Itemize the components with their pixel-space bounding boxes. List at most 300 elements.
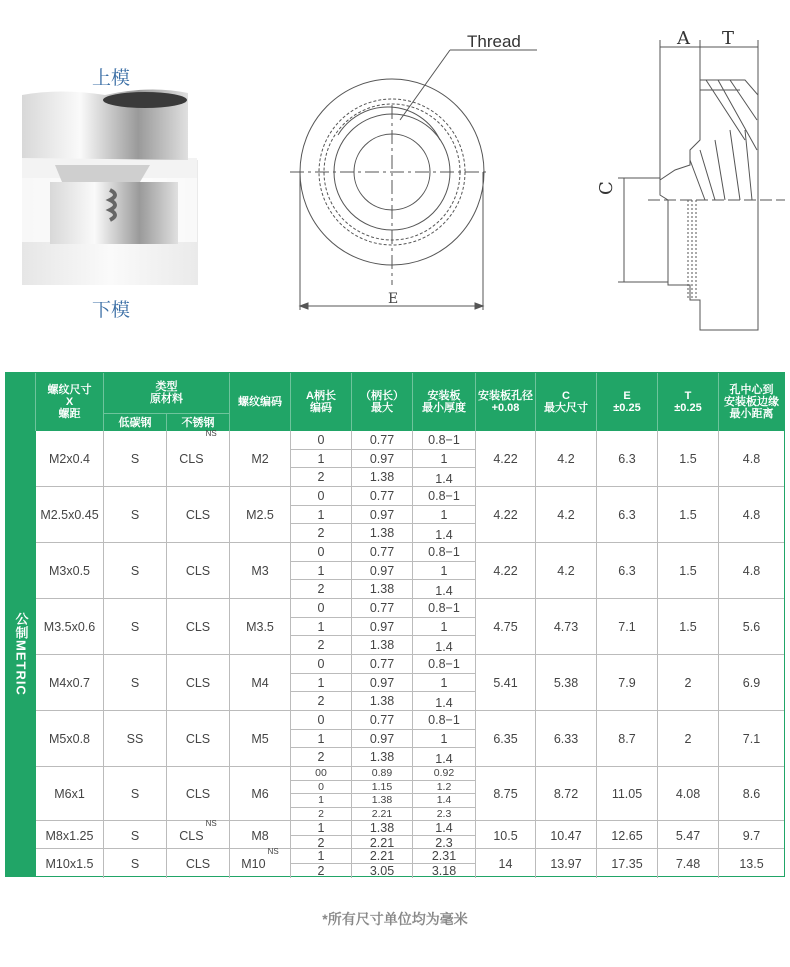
- shank-max: 0.97: [352, 618, 413, 636]
- thread-code-text: M5: [251, 731, 269, 746]
- e-value: [597, 543, 658, 598]
- min-edge-distance: [719, 487, 784, 542]
- c-max-text: 6.33: [553, 731, 579, 746]
- min-edge-distance-text: 9.7: [742, 828, 761, 843]
- t-value-text: 5.47: [675, 828, 701, 843]
- e-value-text: 6.3: [618, 563, 636, 578]
- hole-diameter: [476, 655, 536, 710]
- hole-diameter-text: 4.22: [493, 563, 518, 578]
- shank-option-row: [291, 821, 475, 836]
- low-carbon-type-text: S: [130, 507, 140, 522]
- stainless-type-text: CLS: [185, 563, 211, 578]
- e-value: [597, 431, 658, 486]
- a-code: 2: [291, 864, 352, 878]
- hole-diameter-text: 5.41: [493, 675, 518, 690]
- stainless-type-text: CLS: [185, 619, 211, 634]
- low-carbon-type-text: SS: [126, 731, 144, 746]
- header-min-distance: 孔中心到 安装板边缘 最小距离: [724, 384, 779, 420]
- t-value-text: 1.5: [679, 563, 697, 578]
- thread-code: [230, 487, 291, 542]
- table-row: [36, 599, 784, 655]
- shank-max: 0.97: [352, 562, 413, 580]
- e-value-text: 6.3: [618, 451, 636, 466]
- shank-max: 0.77: [352, 543, 413, 561]
- c-max-text: 5.38: [553, 675, 579, 690]
- t-value: [658, 487, 719, 542]
- t-value-text: 1.5: [679, 619, 697, 634]
- min-thickness: 0.8−1: [428, 544, 460, 559]
- stainless-type-text: CLS: [185, 731, 211, 746]
- thread-code-text: M8: [251, 828, 269, 843]
- min-edge-distance-text: 4.8: [742, 507, 761, 522]
- thread-code-superscript: NS: [267, 847, 279, 856]
- hole-diameter: [476, 431, 536, 486]
- shank-option-row: [291, 730, 475, 749]
- min-thickness: 2.3: [435, 836, 453, 850]
- shank-option-row: [291, 692, 475, 710]
- low-carbon-type-text: S: [130, 786, 140, 801]
- shank-option-row: [291, 450, 475, 469]
- thread-size: [36, 711, 104, 766]
- e-value: [597, 711, 658, 766]
- t-value: [658, 543, 719, 598]
- hole-diameter: [476, 767, 536, 820]
- min-thickness: 1.4: [435, 528, 453, 543]
- low-carbon-type-text: S: [130, 563, 140, 578]
- thread-code: [230, 543, 291, 598]
- dim-t-label: T: [722, 28, 735, 49]
- low-carbon-type: [104, 599, 167, 654]
- min-thickness: 1: [440, 675, 448, 690]
- table-row: [36, 767, 784, 821]
- min-edge-distance: [719, 599, 784, 654]
- min-thickness: 0.92: [433, 767, 455, 780]
- e-value: [597, 487, 658, 542]
- c-max: [536, 711, 597, 766]
- header-min-thickness: 安装板 最小厚度: [413, 373, 476, 431]
- shank-option-row: [291, 767, 475, 781]
- hole-diameter-text: 8.75: [493, 786, 518, 801]
- thread-size-text: M5x0.8: [49, 731, 90, 746]
- a-code: 2: [291, 636, 352, 654]
- shank-max: 0.77: [352, 431, 413, 449]
- shank-option-row: [291, 808, 475, 821]
- thread-code-text: M2: [251, 451, 269, 466]
- t-value: [658, 767, 719, 820]
- stainless-type: [167, 711, 230, 766]
- hole-diameter-text: 6.35: [493, 731, 518, 746]
- a-code: 1: [291, 794, 352, 807]
- min-edge-distance-text: 5.6: [742, 619, 761, 634]
- low-carbon-type-text: S: [130, 675, 140, 690]
- t-value-text: 2: [684, 675, 692, 690]
- shank-option-row: [291, 543, 475, 562]
- c-max-text: 4.2: [557, 451, 575, 466]
- thread-size-text: M2x0.4: [49, 451, 90, 466]
- press-die-photo: [22, 89, 198, 285]
- min-thickness: 1.4: [436, 794, 452, 807]
- min-edge-distance: [719, 431, 784, 486]
- thread-size-text: M2.5x0.45: [40, 507, 99, 522]
- thread-code: [230, 711, 291, 766]
- side-view-drawing: [618, 40, 785, 330]
- thread-size: [36, 821, 104, 850]
- shank-max: 0.97: [352, 674, 413, 692]
- table-row: [36, 655, 784, 711]
- stainless-type-text: CLS: [185, 507, 211, 522]
- shank-options: [291, 655, 476, 710]
- c-max: [536, 849, 597, 878]
- shank-max: 2.21: [352, 836, 413, 850]
- header-type: 类型 原材料: [104, 373, 230, 413]
- t-value: [658, 655, 719, 710]
- shank-option-row: [291, 836, 475, 850]
- min-edge-distance: [719, 821, 784, 850]
- hole-diameter-text: 4.75: [493, 619, 518, 634]
- shank-max: 1.15: [352, 781, 413, 794]
- min-thickness: 0.8−1: [428, 432, 460, 447]
- header-shank-max: （柄长） 最大: [352, 373, 413, 431]
- a-code: 2: [291, 468, 352, 486]
- table-row: [36, 711, 784, 767]
- hole-diameter: [476, 487, 536, 542]
- header-low-carbon: 低碳钢: [104, 413, 167, 431]
- e-value-text: 6.3: [618, 507, 636, 522]
- c-max: [536, 543, 597, 598]
- a-code: 0: [291, 543, 352, 561]
- thread-code-text: M2.5: [246, 507, 274, 522]
- header-stainless: 不锈钢: [167, 413, 230, 431]
- a-code: 1: [291, 506, 352, 524]
- stainless-type-text: CLS: [185, 675, 211, 690]
- shank-option-row: [291, 849, 475, 864]
- min-thickness: 1.4: [435, 640, 453, 655]
- low-carbon-type-text: S: [130, 856, 140, 871]
- hole-diameter-text: 10.5: [493, 828, 518, 843]
- hole-diameter: [476, 599, 536, 654]
- shank-option-row: [291, 506, 475, 525]
- c-max-text: 4.2: [557, 563, 575, 578]
- min-edge-distance: [719, 655, 784, 710]
- shank-max: 2.21: [352, 808, 413, 821]
- a-code: 1: [291, 730, 352, 748]
- a-code: 2: [291, 692, 352, 710]
- thread-size: [36, 431, 104, 486]
- shank-option-row: [291, 794, 475, 808]
- c-max: [536, 655, 597, 710]
- shank-option-row: [291, 599, 475, 618]
- header-hole: 安装板孔径 +0.08: [476, 373, 536, 431]
- min-edge-distance-text: 8.6: [742, 786, 761, 801]
- e-value-text: 12.65: [611, 828, 643, 843]
- thread-size: [36, 767, 104, 820]
- hole-diameter-text: 4.22: [493, 507, 518, 522]
- table-row: [36, 543, 784, 599]
- shank-max: 1.38: [352, 524, 413, 542]
- shank-max: 0.97: [352, 450, 413, 468]
- hole-diameter-text: 4.22: [493, 451, 518, 466]
- lower-die-label: 下模: [92, 299, 131, 321]
- a-code: 2: [291, 748, 352, 766]
- shank-max: 0.77: [352, 655, 413, 673]
- min-thickness: 1: [440, 563, 448, 578]
- t-value-text: 2: [684, 731, 692, 746]
- header-e: E ±0.25: [597, 373, 658, 431]
- min-edge-distance: [719, 543, 784, 598]
- thread-code-text: M4: [251, 675, 269, 690]
- t-value-text: 4.08: [675, 786, 701, 801]
- e-value-text: 7.1: [618, 619, 636, 634]
- a-code: 2: [291, 808, 352, 821]
- thread-code-text: M6: [251, 786, 269, 801]
- low-carbon-type: [104, 767, 167, 820]
- spec-table: [5, 372, 785, 877]
- a-code: 1: [291, 849, 352, 863]
- a-code: 1: [291, 562, 352, 580]
- a-code: 1: [291, 821, 352, 835]
- shank-max: 1.38: [352, 636, 413, 654]
- upper-die-label: 上模: [92, 67, 131, 89]
- a-code: 1: [291, 450, 352, 468]
- low-carbon-type: [104, 849, 167, 878]
- e-value-text: 11.05: [611, 786, 643, 801]
- min-edge-distance-text: 4.8: [742, 563, 761, 578]
- low-carbon-type: [104, 487, 167, 542]
- shank-max: 0.97: [352, 730, 413, 748]
- thread-code: [230, 849, 291, 878]
- shank-option-row: [291, 431, 475, 450]
- c-max: [536, 821, 597, 850]
- low-carbon-type-text: S: [130, 828, 140, 843]
- stainless-type: [167, 767, 230, 820]
- shank-option-row: [291, 711, 475, 730]
- min-edge-distance-text: 6.9: [742, 675, 761, 690]
- a-code: 1: [291, 618, 352, 636]
- min-thickness: 2.31: [431, 849, 457, 863]
- t-value: [658, 599, 719, 654]
- shank-max: 0.77: [352, 599, 413, 617]
- c-max: [536, 487, 597, 542]
- shank-max: 1.38: [352, 821, 413, 835]
- stainless-type: [167, 821, 230, 850]
- stainless-type-text: CLS: [185, 786, 211, 801]
- table-row: [36, 487, 784, 543]
- header-c: C 最大尺寸: [536, 373, 597, 431]
- c-max: [536, 599, 597, 654]
- a-code: 1: [291, 674, 352, 692]
- stainless-type: [167, 849, 230, 878]
- stainless-type: [167, 487, 230, 542]
- shank-max: 1.38: [352, 794, 413, 807]
- thread-size-text: M6x1: [54, 786, 85, 801]
- thread-code-text: M3: [251, 563, 269, 578]
- c-max-text: 8.72: [553, 786, 579, 801]
- a-code: 2: [291, 524, 352, 542]
- a-code: 2: [291, 580, 352, 598]
- shank-max: 1.38: [352, 580, 413, 598]
- table-row: [36, 821, 784, 849]
- a-code: 0: [291, 781, 352, 794]
- low-carbon-type-text: S: [130, 451, 140, 466]
- min-edge-distance: [719, 711, 784, 766]
- shank-option-row: [291, 674, 475, 693]
- shank-option-row: [291, 748, 475, 766]
- header-blank: [6, 373, 36, 431]
- thread-size: [36, 849, 104, 878]
- t-value-text: 1.5: [679, 451, 697, 466]
- min-edge-distance-text: 7.1: [742, 731, 761, 746]
- front-view-drawing: [290, 50, 537, 310]
- a-code: 0: [291, 431, 352, 449]
- header-a-code: A柄长 编码: [291, 373, 352, 431]
- thread-code: [230, 821, 291, 850]
- e-value: [597, 767, 658, 820]
- min-edge-distance-text: 4.8: [742, 451, 761, 466]
- t-value: [658, 821, 719, 850]
- min-thickness: 1.4: [435, 752, 453, 767]
- shank-max: 1.38: [352, 468, 413, 486]
- shank-option-row: [291, 781, 475, 795]
- shank-max: 1.38: [352, 692, 413, 710]
- shank-max: 1.38: [352, 748, 413, 766]
- stainless-type: [167, 655, 230, 710]
- shank-options: [291, 849, 476, 878]
- hole-diameter: [476, 821, 536, 850]
- thread-code: [230, 431, 291, 486]
- shank-option-row: [291, 655, 475, 674]
- thread-size: [36, 543, 104, 598]
- min-thickness: 1.4: [435, 584, 453, 599]
- header-t: T ±0.25: [658, 373, 719, 431]
- e-value: [597, 821, 658, 850]
- shank-option-row: [291, 864, 475, 878]
- thread-size-text: M3x0.5: [49, 563, 90, 578]
- stainless-type: [167, 431, 230, 486]
- shank-options: [291, 599, 476, 654]
- a-code: 0: [291, 711, 352, 729]
- dim-c-label: C: [596, 181, 617, 195]
- shank-max: 3.05: [352, 864, 413, 878]
- low-carbon-type: [104, 431, 167, 486]
- hole-diameter-text: 14: [498, 856, 513, 871]
- stainless-type-superscript: NS: [205, 429, 217, 438]
- thread-size-text: M8x1.25: [45, 828, 94, 843]
- footnote: *所有尺寸单位均为毫米: [322, 911, 468, 927]
- shank-option-row: [291, 562, 475, 581]
- stainless-type-text: CLS: [185, 856, 211, 871]
- c-max-text: 10.47: [550, 828, 582, 843]
- table-row: [36, 849, 784, 876]
- shank-option-row: [291, 487, 475, 506]
- shank-option-row: [291, 468, 475, 486]
- min-thickness: 1: [440, 619, 448, 634]
- t-value-text: 7.48: [675, 856, 701, 871]
- shank-option-row: [291, 580, 475, 598]
- shank-option-row: [291, 636, 475, 654]
- min-thickness: 0.8−1: [428, 712, 460, 727]
- min-thickness: 0.8−1: [428, 488, 460, 503]
- stainless-type: [167, 543, 230, 598]
- shank-options: [291, 487, 476, 542]
- table-header: [6, 373, 784, 431]
- metric-side-label: [6, 431, 36, 876]
- c-max-text: 13.97: [550, 856, 582, 871]
- min-thickness: 1.4: [435, 696, 453, 711]
- low-carbon-type: [104, 655, 167, 710]
- min-thickness: 1: [440, 507, 448, 522]
- min-thickness: 1: [440, 731, 448, 746]
- thread-code: [230, 599, 291, 654]
- thread-size-text: M10x1.5: [45, 856, 94, 871]
- table-row: [36, 431, 784, 487]
- e-value: [597, 849, 658, 878]
- a-code: 0: [291, 599, 352, 617]
- low-carbon-type-text: S: [130, 619, 140, 634]
- c-max-text: 4.2: [557, 507, 575, 522]
- shank-option-row: [291, 524, 475, 542]
- thread-code: [230, 655, 291, 710]
- table-body: [36, 431, 784, 876]
- a-code: 0: [291, 655, 352, 673]
- product-diagrams: [0, 0, 790, 350]
- t-value: [658, 431, 719, 486]
- e-value-text: 17.35: [611, 856, 643, 871]
- min-thickness: 2.3: [436, 807, 452, 820]
- c-max-text: 4.73: [553, 619, 579, 634]
- metric-label-text: 公制METRIC: [13, 611, 29, 696]
- t-value-text: 1.5: [679, 507, 697, 522]
- thread-size: [36, 487, 104, 542]
- shank-max: 2.21: [352, 849, 413, 863]
- low-carbon-type: [104, 543, 167, 598]
- e-value: [597, 655, 658, 710]
- shank-max: 0.77: [352, 711, 413, 729]
- stainless-type-superscript: NS: [205, 819, 217, 828]
- stainless-type: [167, 599, 230, 654]
- thread-size-text: M4x0.7: [49, 675, 90, 690]
- t-value: [658, 711, 719, 766]
- thread-size: [36, 655, 104, 710]
- thread-label: Thread: [467, 32, 521, 51]
- e-value-text: 8.7: [618, 731, 636, 746]
- shank-option-row: [291, 618, 475, 637]
- e-value-text: 7.9: [618, 675, 636, 690]
- min-edge-distance-text: 13.5: [739, 856, 764, 871]
- min-thickness: 3.18: [431, 864, 457, 878]
- min-edge-distance: [719, 767, 784, 820]
- dim-e-label: E: [388, 291, 399, 307]
- thread-code: [230, 767, 291, 820]
- shank-options: [291, 821, 476, 850]
- min-thickness: 0.8−1: [428, 600, 460, 615]
- hole-diameter: [476, 543, 536, 598]
- a-code: 2: [291, 836, 352, 850]
- min-thickness: 1: [440, 451, 448, 466]
- a-code: 00: [291, 767, 352, 780]
- min-thickness: 0.8−1: [428, 656, 460, 671]
- hole-diameter: [476, 711, 536, 766]
- hole-diameter: [476, 849, 536, 878]
- shank-options: [291, 711, 476, 766]
- e-value: [597, 599, 658, 654]
- thread-code-text: M10: [241, 856, 266, 871]
- low-carbon-type: [104, 821, 167, 850]
- stainless-type-text: CLS: [179, 451, 204, 466]
- min-thickness: 1.2: [436, 780, 452, 793]
- min-thickness: 1.4: [435, 472, 453, 487]
- low-carbon-type: [104, 711, 167, 766]
- thread-size: [36, 599, 104, 654]
